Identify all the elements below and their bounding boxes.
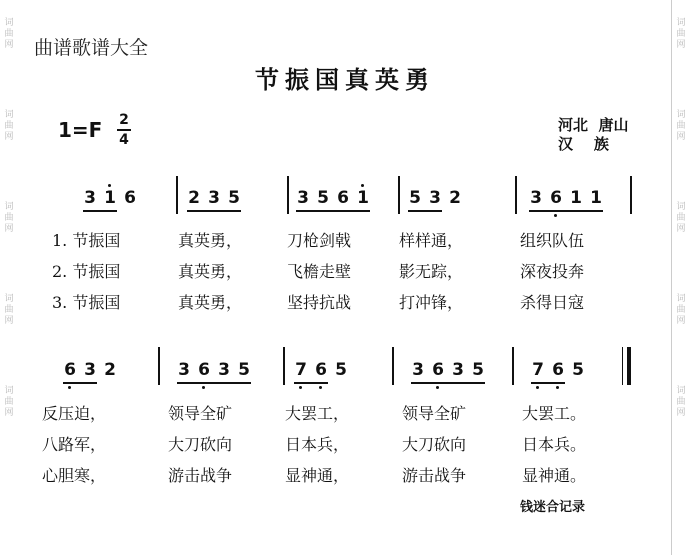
- beam-underline: [529, 210, 603, 212]
- lyric-phrase: 日本兵，: [285, 435, 350, 454]
- site-title: 曲谱歌谱大全: [34, 37, 149, 59]
- jianpu-note: 3: [84, 188, 96, 208]
- jianpu-note: 7: [295, 360, 307, 380]
- watermark-char: 曲: [676, 121, 686, 131]
- watermark-group: [672, 202, 690, 235]
- lyric-phrase: 1. 节振国: [52, 231, 121, 250]
- watermark-char: 词: [4, 110, 14, 120]
- octave-down-dot: [68, 386, 71, 389]
- bar-line: [287, 176, 289, 214]
- lyric-phrase: 真英勇，: [178, 231, 243, 250]
- watermark-char: 网: [676, 132, 686, 142]
- jianpu-note: 3: [452, 360, 464, 380]
- lyric-phrase: 打冲锋，: [399, 293, 464, 312]
- octave-down-dot: [319, 386, 322, 389]
- lyric-phrase: 组织队伍: [520, 231, 585, 250]
- jianpu-note: 2: [188, 188, 200, 208]
- lyric-phrase: 显神通，: [285, 466, 350, 485]
- jianpu-note: 3: [297, 188, 309, 208]
- lyric-phrase: 心胆寒，: [42, 466, 107, 485]
- watermark-char: 词: [4, 202, 14, 212]
- watermark-char: 词: [676, 202, 686, 212]
- beam-underline: [187, 210, 241, 212]
- jianpu-note: 3: [218, 360, 230, 380]
- jianpu-note: 5: [317, 188, 329, 208]
- time-signature: [117, 112, 131, 148]
- watermark-char: 曲: [676, 29, 686, 39]
- watermark-char: 曲: [4, 121, 14, 131]
- jianpu-note: 1: [570, 188, 582, 208]
- jianpu-note: 6: [315, 360, 327, 380]
- watermark-char: 曲: [4, 397, 14, 407]
- lyric-phrase: 深夜投奔: [520, 262, 585, 281]
- watermark-char: 网: [4, 132, 14, 142]
- watermark-char: 曲: [4, 29, 14, 39]
- watermark-char: 曲: [676, 305, 686, 315]
- watermark-char: 网: [4, 408, 14, 418]
- jianpu-note: 5: [228, 188, 240, 208]
- origin-region: 河北 唐山: [558, 116, 629, 134]
- jianpu-note: 5: [335, 360, 347, 380]
- origin-ethnicity: 汉 族: [558, 135, 609, 153]
- jianpu-note: 2: [449, 188, 461, 208]
- lyric-phrase: 3. 节振国: [52, 293, 121, 312]
- jianpu-note: 1: [357, 188, 369, 208]
- octave-down-dot: [556, 386, 559, 389]
- beam-underline: [408, 210, 442, 212]
- watermark-char: 网: [676, 40, 686, 50]
- watermark-char: 词: [4, 18, 14, 28]
- watermark-group: [0, 202, 18, 235]
- jianpu-note: 3: [208, 188, 220, 208]
- watermark-char: 网: [4, 316, 14, 326]
- lyric-phrase: 大刀砍向: [168, 435, 233, 454]
- watermark-char: 网: [4, 224, 14, 234]
- beam-underline: [83, 210, 117, 212]
- jianpu-note: 6: [124, 188, 136, 208]
- lyric-phrase: 显神通。: [522, 466, 587, 485]
- lyric-phrase: 大罢工，: [285, 404, 350, 423]
- transcriber-credit: 钱迷合记录: [520, 500, 586, 515]
- watermark-group: [0, 110, 18, 143]
- lyric-phrase: 真英勇，: [178, 262, 243, 281]
- watermark-char: 词: [676, 294, 686, 304]
- bar-line: [158, 347, 160, 385]
- lyric-phrase: 2. 节振国: [52, 262, 121, 281]
- octave-down-dot: [202, 386, 205, 389]
- jianpu-note: 5: [472, 360, 484, 380]
- watermark-char: 曲: [4, 305, 14, 315]
- lyric-phrase: 领导全矿: [168, 404, 233, 423]
- lyric-phrase: 游击战争: [168, 466, 233, 485]
- watermark-group: [672, 294, 690, 327]
- watermark-group: [0, 386, 18, 419]
- song-title: 节振国真英勇: [255, 65, 435, 94]
- bar-line: [398, 176, 400, 214]
- beam-underline: [531, 382, 565, 384]
- jianpu-note: 3: [178, 360, 190, 380]
- jianpu-note: 6: [550, 188, 562, 208]
- lyric-phrase: 领导全矿: [402, 404, 467, 423]
- watermark-char: 网: [676, 224, 686, 234]
- lyric-phrase: 刀枪剑戟: [287, 231, 352, 250]
- watermark-char: 曲: [676, 213, 686, 223]
- octave-down-dot: [554, 214, 557, 217]
- watermark-char: 网: [676, 408, 686, 418]
- octave-up-dot: [108, 184, 111, 187]
- lyric-phrase: 真英勇，: [178, 293, 243, 312]
- key-signature: 1=F: [58, 118, 103, 142]
- beam-underline: [177, 382, 251, 384]
- lyric-phrase: 大罢工。: [522, 404, 587, 423]
- watermark-group: [672, 110, 690, 143]
- beam-underline: [296, 210, 370, 212]
- watermark-group: [0, 294, 18, 327]
- time-signature-denominator: 4: [119, 132, 129, 148]
- watermark-char: 词: [4, 294, 14, 304]
- jianpu-note: 3: [429, 188, 441, 208]
- bar-line: [630, 176, 632, 214]
- jianpu-note: 6: [64, 360, 76, 380]
- lyric-phrase: 飞檐走壁: [287, 262, 352, 281]
- jianpu-note: 3: [412, 360, 424, 380]
- jianpu-note: 1: [104, 188, 116, 208]
- watermark-group: [672, 386, 690, 419]
- origin-info: [558, 116, 628, 154]
- lyric-phrase: 反压迫，: [42, 404, 107, 423]
- octave-down-dot: [436, 386, 439, 389]
- jianpu-note: 7: [532, 360, 544, 380]
- jianpu-note: 3: [84, 360, 96, 380]
- jianpu-note: 6: [552, 360, 564, 380]
- jianpu-note: 5: [572, 360, 584, 380]
- lyric-phrase: 日本兵。: [522, 435, 587, 454]
- bar-line: [512, 347, 514, 385]
- jianpu-note: 5: [409, 188, 421, 208]
- watermark-char: 词: [676, 110, 686, 120]
- beam-underline: [294, 382, 328, 384]
- jianpu-note: 6: [337, 188, 349, 208]
- jianpu-note: 1: [590, 188, 602, 208]
- bar-line: [515, 176, 517, 214]
- watermark-char: 网: [4, 40, 14, 50]
- jianpu-note: 6: [198, 360, 210, 380]
- watermark-char: 网: [676, 316, 686, 326]
- jianpu-note: 3: [530, 188, 542, 208]
- lyric-phrase: 杀得日寇: [520, 293, 585, 312]
- lyric-phrase: 游击战争: [402, 466, 467, 485]
- octave-up-dot: [361, 184, 364, 187]
- octave-down-dot: [536, 386, 539, 389]
- jianpu-note: 5: [238, 360, 250, 380]
- bar-line: [176, 176, 178, 214]
- beam-underline: [63, 382, 97, 384]
- final-bar-thin: [622, 347, 623, 385]
- watermark-char: 词: [676, 18, 686, 28]
- bar-line: [392, 347, 394, 385]
- lyric-phrase: 八路军，: [42, 435, 107, 454]
- time-signature-numerator: 2: [119, 112, 129, 128]
- watermark-char: 曲: [676, 397, 686, 407]
- lyric-phrase: 坚持抗战: [287, 293, 352, 312]
- watermark-group: [0, 18, 18, 51]
- octave-down-dot: [299, 386, 302, 389]
- jianpu-note: 6: [432, 360, 444, 380]
- watermark-group: [672, 18, 690, 51]
- lyric-phrase: 样样通，: [399, 231, 464, 250]
- bar-line: [283, 347, 285, 385]
- watermark-char: 词: [676, 386, 686, 396]
- jianpu-note: 2: [104, 360, 116, 380]
- lyric-phrase: 大刀砍向: [402, 435, 467, 454]
- watermark-char: 词: [4, 386, 14, 396]
- lyric-phrase: 影无踪，: [399, 262, 464, 281]
- watermark-char: 曲: [4, 213, 14, 223]
- final-bar-thick: [627, 347, 631, 385]
- beam-underline: [411, 382, 485, 384]
